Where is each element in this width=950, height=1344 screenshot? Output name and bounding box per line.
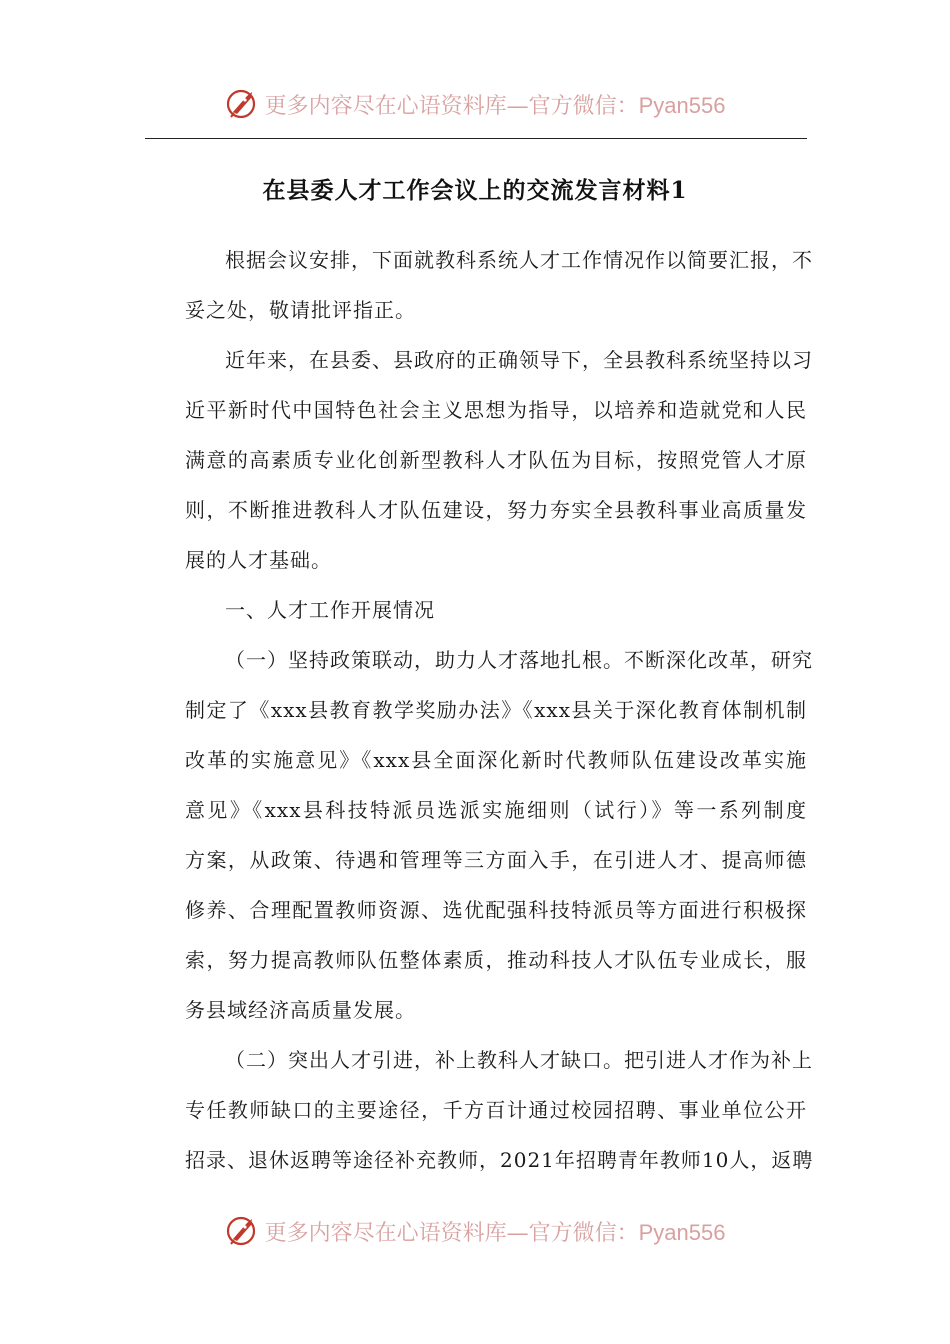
text-line: 招录、退休返聘等途径补充教师，2021年招聘青年教师10人，返聘	[185, 1148, 814, 1172]
text-line: 近年来，在县委、县政府的正确领导下，全县教科系统坚持以习	[225, 348, 813, 372]
paragraph	[145, 235, 813, 335]
document-title: 在县委人才工作会议上的交流发言材料1	[262, 177, 688, 204]
footer-banner	[0, 1211, 950, 1251]
paragraph	[145, 635, 813, 1035]
banner-text	[265, 1216, 726, 1247]
text-line: 修养、合理配置教师资源、选优配强科技特派员等方面进行积极探	[185, 898, 807, 922]
text-line: 一、人才工作开展情况	[225, 598, 435, 622]
banner-wechat-id: Pyan556	[638, 92, 726, 118]
text-line: 索，努力提高教师队伍整体素质，推动科技人才队伍专业成长，服	[185, 948, 807, 972]
text-line: 妥之处，敬请批评指正。	[185, 298, 416, 322]
text-line: （二）突出人才引进，补上教科人才缺口。把引进人才作为补上	[225, 1048, 813, 1072]
text-line: 展的人才基础。	[185, 548, 332, 572]
pen-nib-logo-icon	[225, 1213, 261, 1249]
text-line: （一）坚持政策联动，助力人才落地扎根。不断深化改革，研究	[225, 648, 813, 672]
paragraph	[145, 1035, 814, 1185]
banner-wechat-id: Pyan556	[638, 1219, 726, 1245]
text-line: 满意的高素质专业化创新型教科人才队伍为目标，按照党管人才原	[185, 448, 807, 472]
document-body	[145, 235, 814, 1185]
section-heading	[145, 585, 807, 635]
text-line: 方案，从政策、待遇和管理等三方面入手，在引进人才、提高师德	[185, 848, 807, 872]
pen-nib-logo-icon	[225, 86, 261, 122]
text-line: 制定了《xxx县教育教学奖励办法》《xxx县关于深化教育体制机制	[185, 698, 807, 722]
header-divider	[145, 138, 807, 139]
paragraph	[145, 335, 813, 585]
text-line: 意见》《xxx县科技特派员选派实施细则（试行）》等一系列制度	[185, 798, 807, 822]
text-line: 务县域经济高质量发展。	[185, 998, 416, 1022]
text-line: 专任教师缺口的主要途径，千方百计通过校园招聘、事业单位公开	[185, 1098, 807, 1122]
text-line: 改革的实施意见》《xxx县全面深化新时代教师队伍建设改革实施	[185, 748, 807, 772]
banner-text	[265, 89, 726, 120]
text-line: 则，不断推进教科人才队伍建设，努力夯实全县教科事业高质量发	[185, 498, 807, 522]
banner-prefix: 更多内容尽在心语资料库—官方微信：	[264, 1220, 639, 1246]
text-line: 根据会议安排，下面就教科系统人才工作情况作以简要汇报，不	[225, 248, 813, 272]
banner-prefix: 更多内容尽在心语资料库—官方微信：	[264, 93, 639, 119]
text-line: 近平新时代中国特色社会主义思想为指导，以培养和造就党和人民	[185, 398, 807, 422]
header-banner	[0, 84, 950, 124]
